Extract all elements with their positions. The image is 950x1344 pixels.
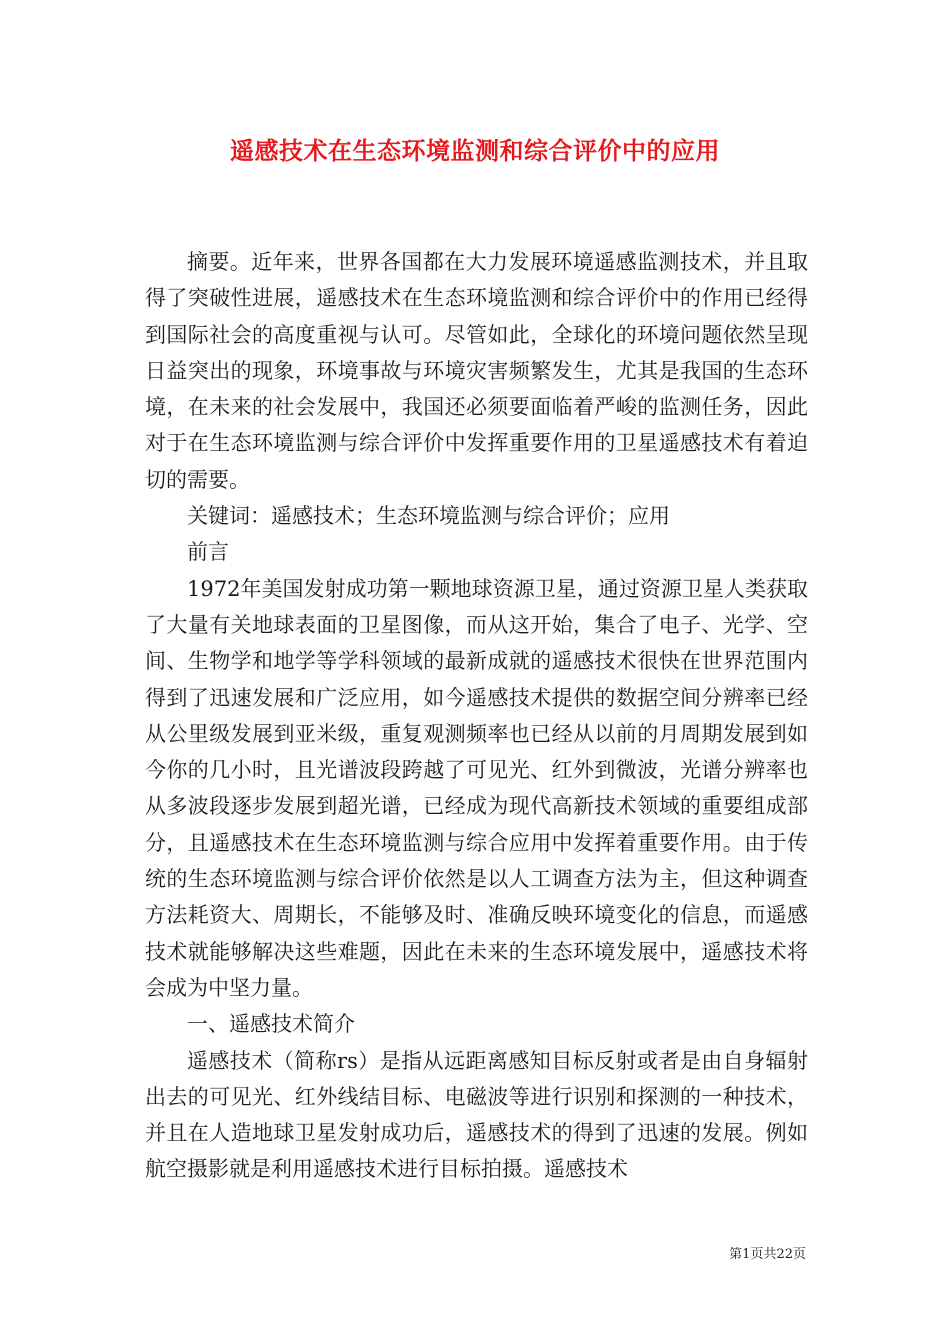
abstract-paragraph: 摘要。近年来，世界各国都在大力发展环境遥感监测技术，并且取得了突破性进展，遥感技术在生态环境监测和综合评价中的作用已经得到国际社会的高度重视与认可。尽管如此，全球化的环境问题依然呈现日益突出的现象，环境事故与环境灾害频繁发生，尤其是我国的生态环境，在未来的社会发展中，我国还必须要面临着严峻的监测任务，因此对于在生态环境监测与综合评价中发挥重要作用的卫星遥感技术有着迫切的需要。 bbox=[145, 250, 808, 492]
preface-heading: 前言 bbox=[187, 540, 229, 565]
section-paragraph-1: 遥感技术（简称rs）是指从远距离感知目标反射或者是由自身辐射出去的可见光、红外线结目标、电磁波等进行识别和探测的一种技术，并且在人造地球卫星发射成功后，遥感技术的得到了迅速的发展。例如航空摄影就是利用遥感技术进行目标拍摄。遥感技术 bbox=[145, 1048, 808, 1182]
document-body bbox=[145, 244, 808, 1188]
preface-paragraph: 1972年美国发射成功第一颗地球资源卫星，通过资源卫星人类获取了大量有关地球表面的卫星图像，而从这开始，集合了电子、光学、空间、生物学和地学等学科领域的最新成就的遥感技术很快在世界范围内得到了迅速发展和广泛应用，如今遥感技术提供的数据空间分辨率已经从公里级发展到亚米级，重复观测频率也已经从以前的月周期发展到如今你的几小时，且光谱波段跨越了可见光、红外到微波，光谱分辨率也从多波段逐步发展到超光谱，已经成为现代高新技术领域的重要组成部分，且遥感技术在生态环境监测与综合应用中发挥着重要作用。由于传统的生态环境监测与综合评价依然是以人工调查方法为主，但这种调查方法耗资大、周期长，不能够及时、准确反映环境变化的信息，而遥感技术就能够解决这些难题，因此在未来的生态环境发展中，遥感技术将会成为中坚力量。 bbox=[145, 576, 808, 1000]
keywords-paragraph: 关键词：遥感技术；生态环境监测与综合评价；应用 bbox=[187, 504, 670, 529]
document-title: 遥感技术在生态环境监测和综合评价中的应用 bbox=[230, 136, 720, 165]
section-heading-1: 一、遥感技术简介 bbox=[187, 1012, 355, 1037]
page-number-footer: 第1页共22页 bbox=[729, 1247, 806, 1262]
